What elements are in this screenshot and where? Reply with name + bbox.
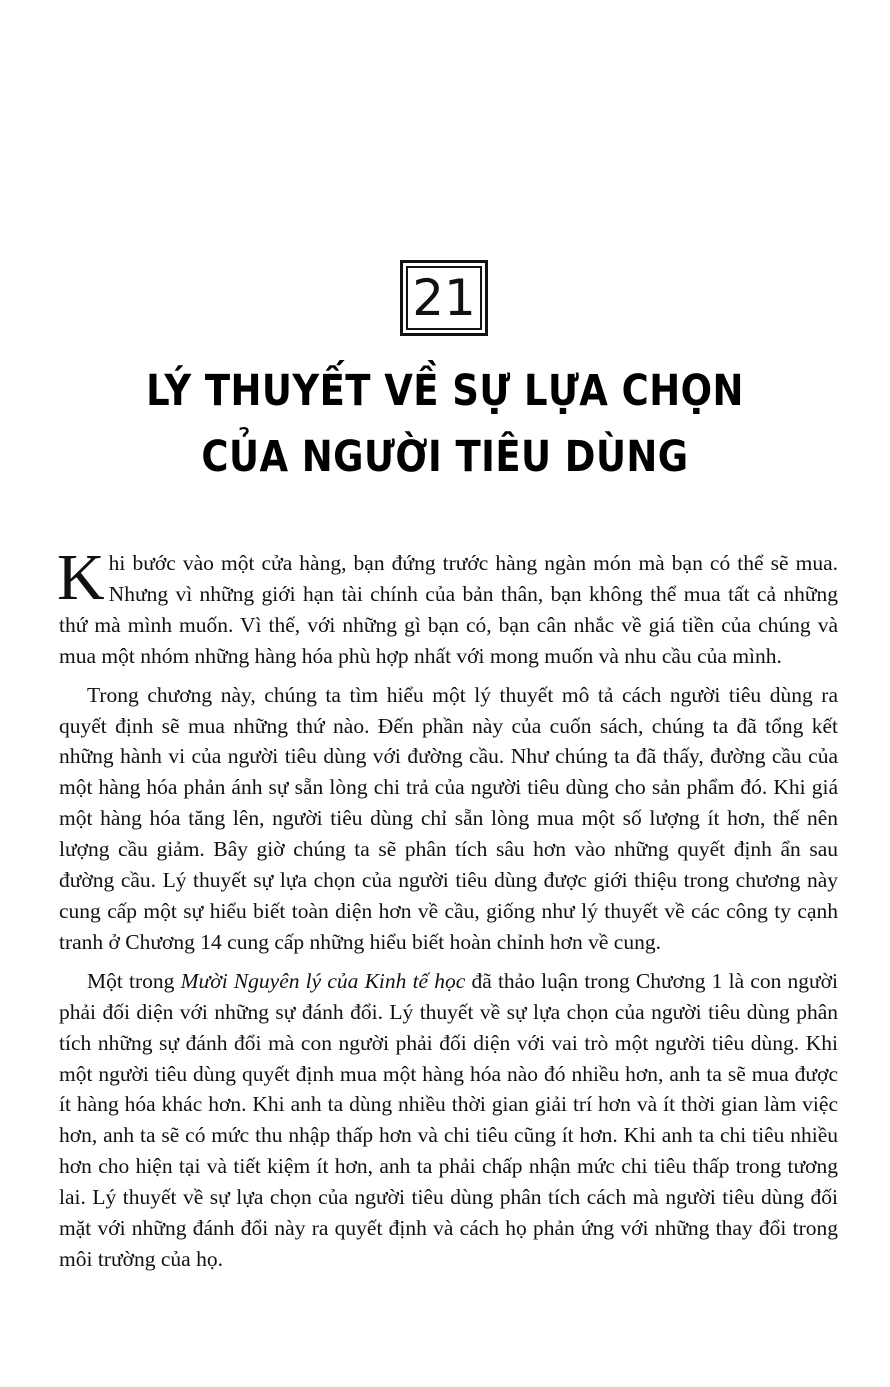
chapter-title-line-1: LÝ THUYẾT VỀ SỰ LỰA CHỌN — [146, 366, 744, 416]
paragraph-3 — [59, 966, 838, 1275]
chapter-title — [114, 358, 776, 490]
chapter-number: 21 — [406, 266, 482, 330]
paragraph-2: Trong chương này, chúng ta tìm hiểu một lý thuyết mô tả cách người tiêu dùng ra quyết định sẽ mua những thứ nào. Đến phần này của cuốn sách, chúng ta đã tổng kết những hành vi của người tiêu dùng với đường cầu. Như chúng ta đã thấy, đường cầu của một hàng hóa phản ánh sự sẵn lòng chi trả của người tiêu dùng cho sản phẩm đó. Khi giá một hàng hóa tăng lên, người tiêu dùng chỉ sẵn lòng mua một số lượng ít hơn, thế nên lượng cầu giảm. Bây giờ chúng ta sẽ phân tích sâu hơn vào những quyết định ẩn sau đường cầu. Lý thuyết sự lựa chọn của người tiêu dùng được giới thiệu trong chương này cung cấp một sự hiểu biết toàn diện hơn về cầu, giống như lý thuyết về các công ty cạnh tranh ở Chương 14 cung cấp những hiểu biết hoàn chỉnh hơn về cung. — [59, 682, 838, 954]
paragraph-1 — [57, 541, 838, 672]
paragraph-3-rest: đã thảo luận trong Chương 1 là con người phải đối diện với những sự đánh đổi. Lý thuyết về sự lựa chọn của người tiêu dùng phân tích những sự đánh đổi mà con người phải đối diện với vai trò một người tiêu dùng. Khi một người tiêu dùng quyết định mua một hàng hóa nào đó nhiều hơn, anh ta sẽ mua được ít hàng hóa khác hơn. Khi anh ta dùng nhiều thời gian giải trí hơn và ít thời gian làm việc hơn, anh ta sẽ có mức thu nhập thấp hơn và chi tiêu cũng ít hơn. Khi anh ta chi tiêu nhiều hơn cho hiện tại và tiết kiệm ít hơn, anh ta phải chấp nhận mức chi tiêu thấp trong tương lai. Lý thuyết về sự lựa chọn của người tiêu dùng phân tích cách mà người tiêu dùng đối mặt với những đánh đổi này ra quyết định và cách họ phản ứng với những thay đổi trong môi trường của họ. — [59, 968, 838, 1271]
chapter-body — [57, 541, 838, 1283]
paragraph-3-lead: Một trong — [87, 968, 181, 993]
drop-cap: K — [57, 541, 105, 614]
chapter-title-line-2: CỦA NGƯỜI TIÊU DÙNG — [201, 432, 689, 482]
paragraph-1-text: hi bước vào một cửa hàng, bạn đứng trước hàng ngàn món mà bạn có thể sẽ mua. Nhưng vì những giới hạn tài chính của bản thân, bạn không thể mua tất cả những thứ mà mình muốn. Vì thế, với những gì bạn có, bạn cân nhắc về giá tiền của chúng và mua một nhóm những hàng hóa phù hợp nhất với mong muốn và nhu cầu của mình. — [59, 551, 838, 668]
book-title-reference: Mười Nguyên lý của Kinh tế học — [180, 968, 466, 993]
chapter-number-box — [400, 260, 488, 336]
